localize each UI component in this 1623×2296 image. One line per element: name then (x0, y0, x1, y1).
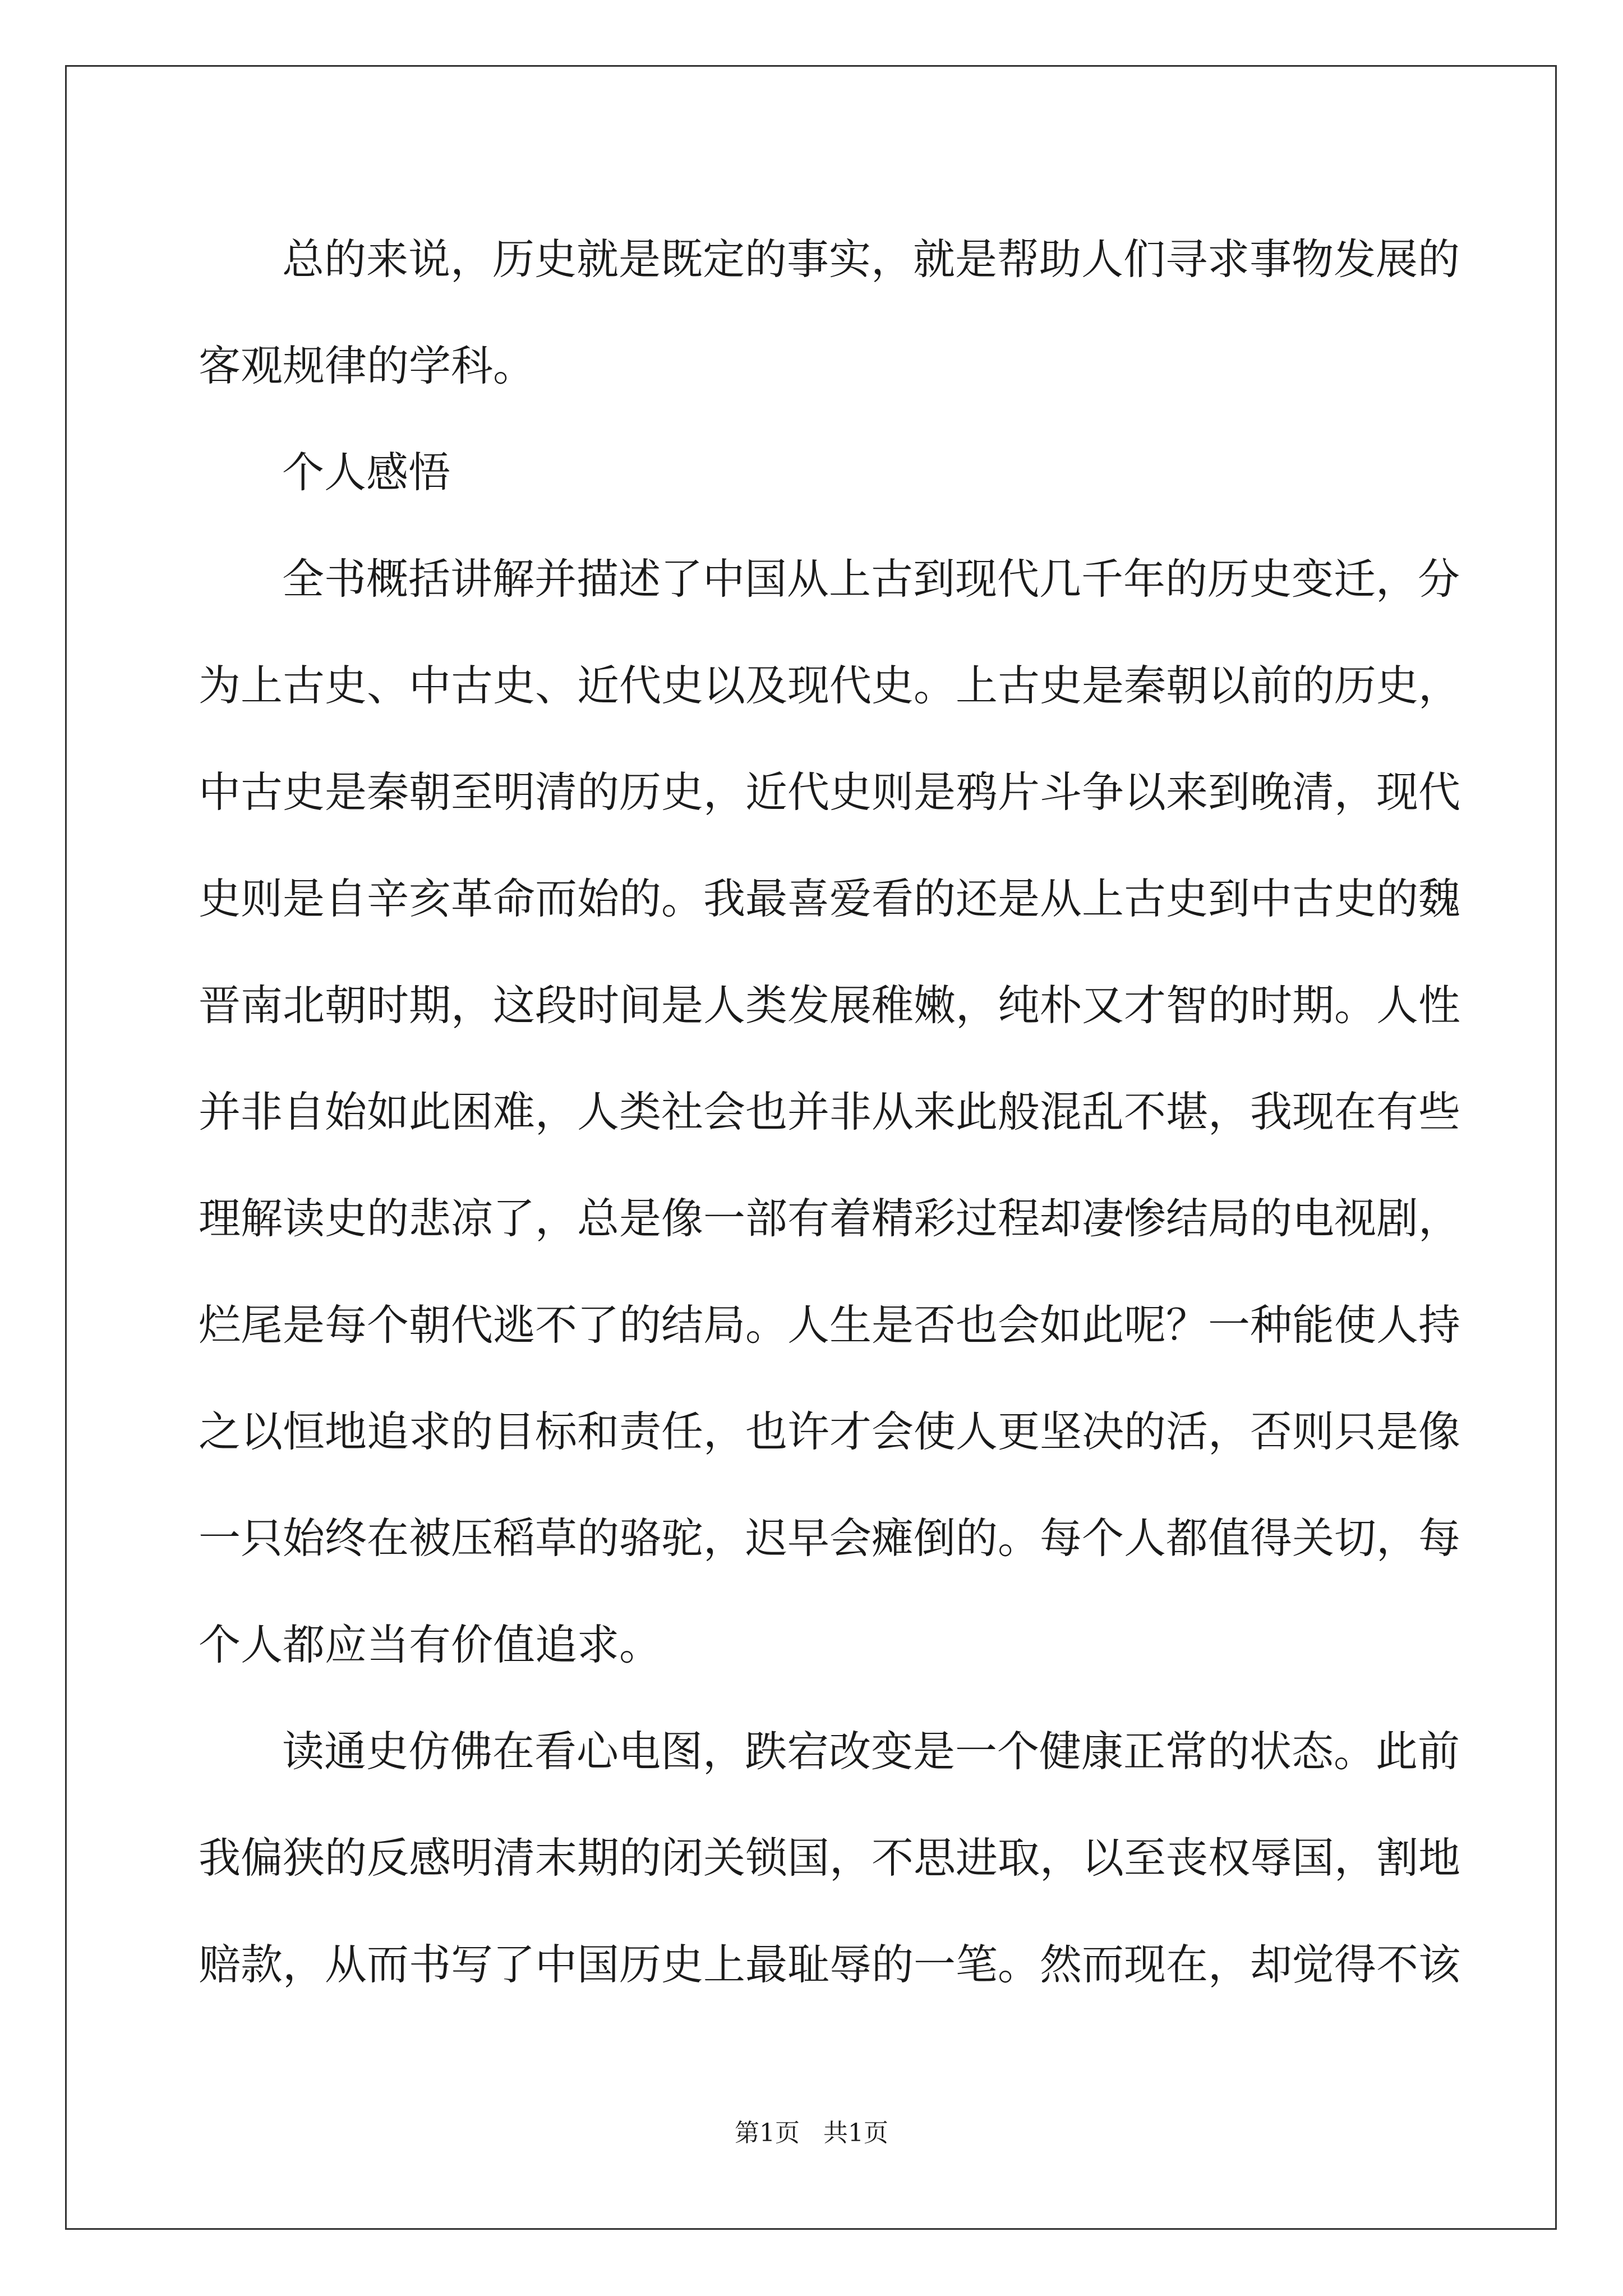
text-line: 客观规律的学科。 (199, 341, 536, 390)
text-line: 烂尾是每个朝代逃不了的结局。人生是否也会如此呢？一种能使人持 (199, 1300, 1461, 1350)
text-line: 一只始终在被压稻草的骆驼，迟早会瘫倒的。每个人都值得关切，每 (199, 1513, 1461, 1563)
text-line: 为上古史、中古史、近代史以及现代史。上古史是秦朝以前的历史， (199, 661, 1461, 710)
page-footer: 第1页 共1页 (735, 2119, 888, 2147)
text-line: 读通史仿佛在看心电图，跌宕改变是一个健康正常的状态。此前 (282, 1727, 1460, 1776)
text-line: 晋南北朝时期，这段时间是人类发展稚嫩，纯朴又才智的时期。人性 (199, 981, 1461, 1030)
text-line: 理解读史的悲凉了，总是像一部有着精彩过程却凄惨结局的电视剧， (199, 1194, 1461, 1243)
text-line: 并非自始如此困难，人类社会也并非从来此般混乱不堪，我现在有些 (199, 1087, 1461, 1137)
text-line: 史则是自辛亥革命而始的。我最喜爱看的还是从上古史到中古史的魏 (199, 874, 1461, 923)
text-line: 个人都应当有价值追求。 (199, 1620, 662, 1669)
text-line: 全书概括讲解并描述了中国从上古到现代几千年的历史变迁，分 (282, 554, 1460, 604)
text-line: 之以恒地追求的目标和责任，也许才会使人更坚决的活，否则只是像 (199, 1407, 1461, 1456)
text-line: 中古史是秦朝至明清的历史，近代史则是鸦片斗争以来到晚清，现代 (199, 767, 1461, 817)
text-line: 我偏狭的反感明清末期的闭关锁国，不思进取，以至丧权辱国，割地 (199, 1833, 1461, 1883)
text-line: 总的来说，历史就是既定的事实，就是帮助人们寻求事物发展的 (282, 234, 1460, 284)
text-line: 赔款，从而书写了中国历史上最耻辱的一笔。然而现在，却觉得不该 (199, 1940, 1461, 1989)
document-body (199, 206, 1461, 2018)
text-line: 个人感悟 (282, 448, 451, 497)
